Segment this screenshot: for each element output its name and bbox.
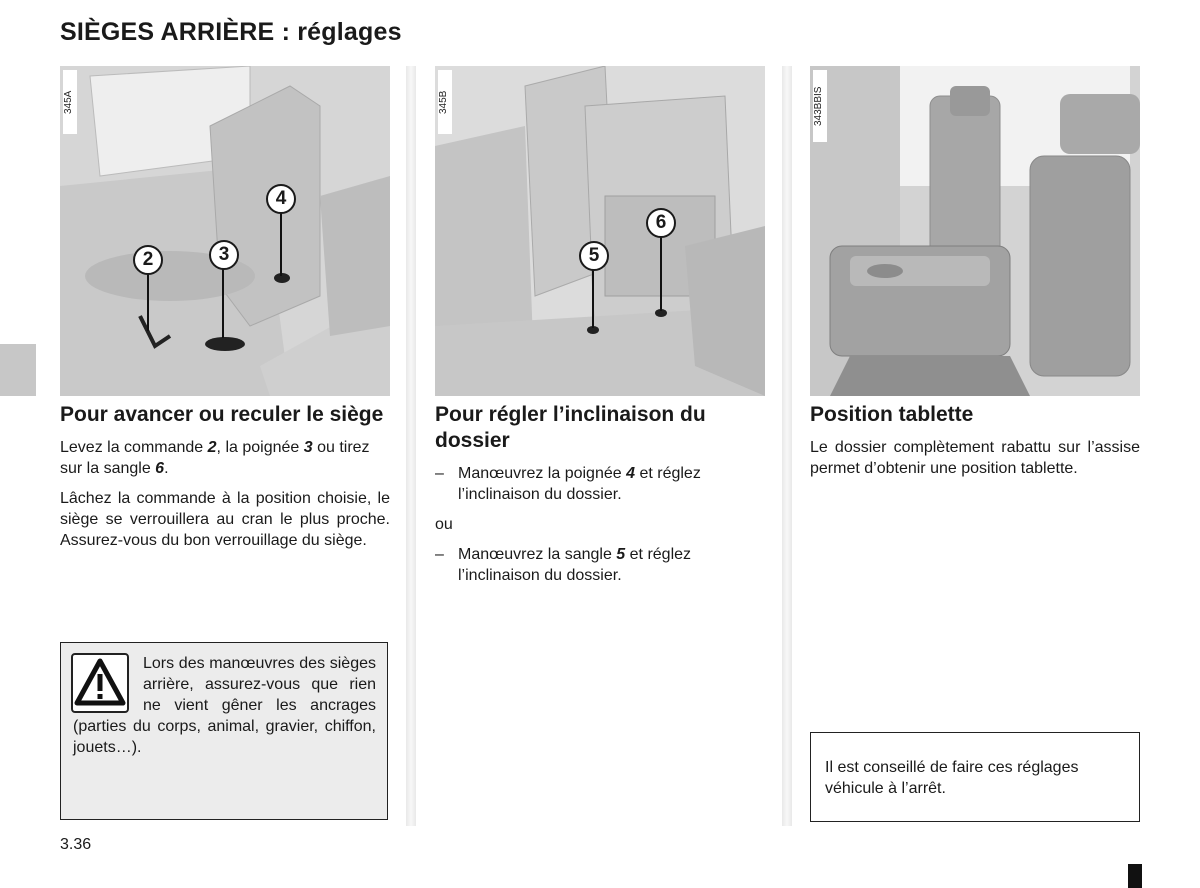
table-paragraph: Le dossier complètement rabattu sur l’assise permet d’obtenir une position tablette.	[810, 439, 1140, 477]
callout-5: 5	[579, 241, 609, 271]
section-heading: Position tablette	[810, 403, 974, 426]
column-divider	[782, 66, 792, 826]
callout-4: 4	[266, 184, 296, 214]
photo-code: 345B	[438, 70, 452, 134]
warning-box	[60, 642, 388, 820]
callout-6: 6	[646, 208, 676, 238]
page-title: SIÈGES ARRIÈRE : réglages	[60, 18, 402, 46]
callout-2: 2	[133, 245, 163, 275]
photo-code: 345A	[63, 70, 77, 134]
info-note-text: Il est conseillé de faire ces réglages véhicule à l’arrêt.	[825, 759, 1079, 797]
backrest-recline-photo	[435, 66, 765, 396]
column-table-position	[810, 402, 1140, 479]
seat-slide-photo	[60, 66, 390, 396]
list-item: – Manœuvrez la sangle 5 et réglez l’inclinaison du dossier.	[435, 546, 692, 584]
backrest-recline-illustration	[435, 66, 765, 396]
section-heading: Pour avancer ou reculer le siège	[60, 403, 384, 426]
list-item: – Manœuvrez la poignée 4 et réglez l’inclinaison du dossier.	[435, 465, 701, 503]
callout-3: 3	[209, 240, 239, 270]
page-marker	[1128, 864, 1142, 888]
table-position-illustration	[810, 66, 1140, 396]
table-position-photo	[810, 66, 1140, 396]
info-note-box	[810, 732, 1140, 822]
section-heading: Pour régler l’inclinaison du dossier	[435, 403, 706, 452]
page-number: 3.36	[60, 836, 92, 853]
photo-code: 343BBIS	[813, 70, 827, 142]
seat-slide-illustration	[60, 66, 390, 396]
warning-text: Lors des manœuvres des sièges arrière, assurez-vous que rien ne vient gêner les ancrages (parties du corps, animal, gravier, chiffon, jouets…).	[73, 655, 376, 756]
column-backrest-recline	[435, 402, 765, 586]
column-divider	[406, 66, 416, 826]
or-text: ou	[435, 516, 453, 533]
release-paragraph: Lâchez la commande à la position choisie, le siège se verrouillera au cran le plus proche. Assurez-vous du bon verrouillage du siège.	[60, 490, 390, 549]
instruction-paragraph: Levez la commande 2, la poignée 3 ou tirez sur la sangle 6.	[60, 439, 370, 477]
column-seat-slide	[60, 402, 390, 551]
section-tab	[0, 344, 36, 396]
